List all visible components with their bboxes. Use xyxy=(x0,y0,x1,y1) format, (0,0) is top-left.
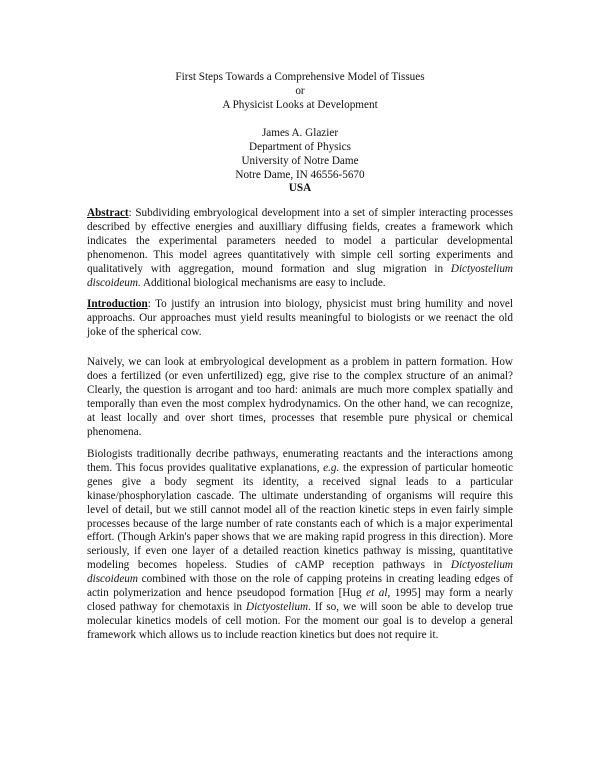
abstract-text-b: Additional biological mechanisms are easy to include. xyxy=(140,276,386,289)
author-dept: Department of Physics xyxy=(249,141,351,153)
introduction-text: : To justify an intrusion into biology, physicist must bring humility and novel approachs. Our approaches must yield results meaningful to biologists or we reenact the old joke of the spherical cow. xyxy=(87,298,513,338)
p3-text-1: Biologists traditionally decribe pathways, enumerating reactants and the interactions among them. This focus provides qualitative explanations, xyxy=(87,448,513,474)
paragraph-2: Naively, we can look at embryological development as a problem in pattern formation. How does a fertilized (or even unfertilized) egg, give rise to the complex structure of an animal? Clearly, the question is arrogant and too hard: animals are much more complex spatially and temporally than even the most complex hydrodynamics. On the other hand, we can recognize, at least locally and over short times, processes that resemble pure physical or chemical phenomena. xyxy=(87,356,513,438)
author-city: Notre Dame, IN 46556-5670 xyxy=(235,169,365,181)
p3-eg: e.g. xyxy=(323,461,340,474)
introduction-paragraph xyxy=(87,298,513,340)
p3-text-3: combined with those on the role of capping proteins in creating leading edges of actin polymerization and hence pseudopod formation [Hug xyxy=(87,573,513,600)
p3-etal: et al xyxy=(366,587,388,600)
p3-text-5: . If so, we will soon be able to develop true molecular kinetics models of cell motion. For the moment our goal is to develop a general framework which allows us to include reaction kinetics but does not require it. xyxy=(87,600,513,641)
p3-text-4: , 1995] may form a nearly closed pathway for chemotaxis in xyxy=(87,587,513,613)
paragraph-3 xyxy=(87,448,513,643)
author-univ: University of Notre Dame xyxy=(241,155,359,167)
abstract-text-a: : Subdividing embryological development into a set of simpler interacting processes described by effective energies and auxilliary diffusing fields, creates a framework which indicates the experimental parameters needed to model a particular developmental phenomenon. This model agrees quantitatively with simple cell sorting experiments and qualitatively with aggregation, mound formation and slug migration in xyxy=(87,207,513,275)
abstract-label: Abstract xyxy=(87,207,129,219)
p3-text-2: the expression of particular homeotic genes give a body segment its identity, a received signal leads to a particular kinase/phosphorylation cascade. The ultimate understanding of organisms will require this level of detail, but we still cannot model all of the reaction kinetic steps in even fairly simple processes because of the large number of rate constants each of which is a major experimental effort. (Though Arkin's paper shows that we are making rapid progress in this direction). More seriously, if even one layer of a detailed reaction kinetics pathway is missing, quantitative modeling becomes hopeless. Studies of cAMP reception pathways in xyxy=(87,461,513,572)
title-line-2: or xyxy=(295,85,305,97)
abstract-species: Dictyostelium discoideum. xyxy=(87,262,513,289)
title-line-3: A Physicist Looks at Development xyxy=(222,99,378,111)
p3-species-1: Dictyostelium discoideum xyxy=(87,559,513,586)
introduction-label: Introduction xyxy=(87,298,148,310)
p3-species-2: Dictyostelium xyxy=(245,600,309,613)
author-country: USA xyxy=(288,182,312,194)
abstract-paragraph xyxy=(87,207,513,290)
title-line-1: First Steps Towards a Comprehensive Model of Tissues xyxy=(175,71,425,83)
author-name: James A. Glazier xyxy=(261,127,339,139)
